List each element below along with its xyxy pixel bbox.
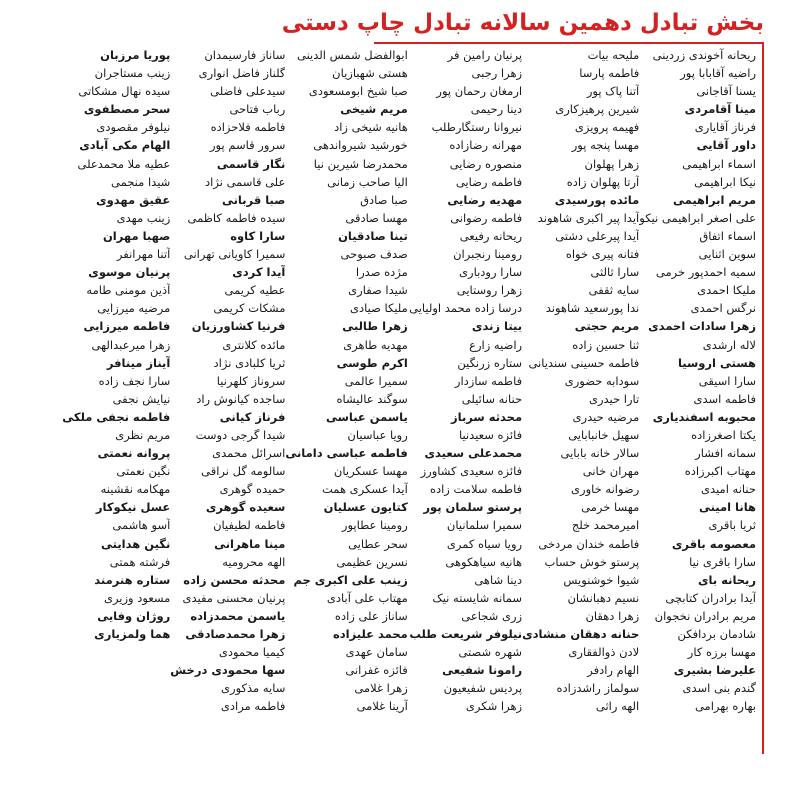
name-entry: مریم ابراهیمی (673, 192, 756, 207)
name-entry: آتنا پاک پور (586, 84, 640, 99)
name-entry: محمدعلی سعیدی (424, 446, 523, 461)
name-column-4 (285, 46, 407, 756)
name-column-1 (639, 46, 756, 756)
name-entry: فاطمه مرادی (220, 699, 286, 714)
name-entry: محبوبه اسفندیاری (652, 409, 756, 424)
name-entry: ارمغان رحمان پور (436, 84, 523, 99)
name-entry: کتایون عسلیان (323, 500, 408, 515)
name-entry: سارا ثالثی (590, 265, 640, 280)
name-entry: نسرین عظیمی (336, 554, 408, 569)
name-entry: یسنا آقاجانی (696, 84, 756, 99)
name-entry: آتنا مهرانفر (116, 247, 171, 262)
name-entry: مهرانه رضازاده (449, 138, 523, 153)
name-entry: هانیه شیخی زاد (334, 120, 408, 135)
name-entry: مریم حجتی (574, 319, 640, 334)
name-entry: مهسا برزه کار (687, 645, 756, 660)
name-entry: اسرائل محمدی (212, 446, 286, 461)
name-entry: فاطمه میرزایی (83, 319, 171, 334)
name-entry: صبا شیخ ابومسعودی (308, 84, 408, 99)
name-entry: نیلوفر شریعت طلب (409, 627, 523, 641)
name-entry: روژان وفایی (97, 608, 171, 623)
name-entry: ملیکا صیادی (349, 301, 408, 316)
name-entry: سیده فاطمه کاظمی (187, 210, 286, 225)
name-entry: فاطمه حسینی سندیانی (528, 355, 640, 370)
name-entry: هستی شهبازیان (332, 66, 408, 81)
name-entry: ریحانه رفیعی (459, 228, 523, 243)
name-entry: حنانه سائیلی (461, 391, 523, 406)
name-entry: مرضیه حیدری (572, 409, 640, 424)
name-entry: زهرا محمدصادقی (185, 627, 286, 641)
name-entry: فائزه غفرانی (345, 663, 408, 678)
name-entry: مرضیه میرزایی (97, 301, 171, 316)
name-entry: مژده صدرا (355, 265, 408, 280)
name-entry: الهام رادفر (587, 663, 640, 678)
name-entry: الهام مکی آبادی (79, 138, 171, 153)
name-entry: منصوره رضایی (449, 156, 523, 171)
name-entry: رویا سیاه کمری (446, 536, 523, 551)
name-entry: سیده نهال مشکاتی (78, 84, 171, 99)
name-entry: شیدا گرجی دوست (195, 427, 286, 442)
name-entry: سارا کاوه (230, 228, 286, 243)
name-entry: هانا امینی (698, 500, 756, 515)
name-entry: فاطمه لطیفیان (213, 518, 286, 533)
name-column-3 (408, 46, 522, 756)
name-entry: سارا رودباری (459, 265, 523, 280)
name-entry: آیدا برادران کتابچی (665, 590, 756, 605)
name-entry: مریم برادران نخجوان (654, 608, 756, 623)
name-entry: سایه ثقفی (588, 283, 640, 298)
name-entry: محدثه محسن زاده (183, 572, 286, 587)
name-entry: سارا باقری نیا (689, 554, 756, 569)
name-entry: مهران خانی (582, 464, 640, 479)
name-entry: علی اصغر ابراهیمی نیکو (639, 210, 756, 225)
name-column-6 (56, 46, 170, 756)
name-entry: ستاره هنرمند (94, 572, 171, 587)
name-entry: هستی اروسیا (677, 355, 756, 370)
name-entry: مهسا صادقی (345, 210, 408, 225)
name-entry: سارا اسیقی (698, 373, 756, 388)
name-entry: ملیحه بیات (587, 48, 640, 62)
name-entry: فائزه سعیدنیا (458, 427, 523, 442)
name-entry: سعیده گوهری (205, 500, 286, 515)
name-entry: تارا حیدری (588, 391, 640, 406)
name-entry: فاطمه رضوانی (450, 210, 523, 225)
name-entry: نرگس احمدی (690, 301, 756, 316)
name-entry: دینا شاهی (474, 572, 523, 587)
name-entry: نسیم دهبانشان (567, 590, 640, 605)
name-entry: آسو هاشمی (112, 518, 171, 533)
name-entry: سمیه احمدپور خرمی (655, 265, 756, 280)
name-entry: ثریا کلبادی نژاد (213, 355, 286, 370)
name-entry: آیدا عسکری همت (322, 482, 408, 497)
name-entry: مائده کلانتری (222, 337, 286, 352)
right-border-line (762, 42, 764, 754)
name-column-5 (170, 46, 285, 756)
name-entry: سمانه شایسته نیک (432, 590, 523, 605)
name-entry: فاطمه اسدی (693, 391, 756, 406)
name-entry: مهسا عسکریان (333, 464, 408, 479)
name-entry: سمانه افشار (695, 446, 756, 461)
name-entry: الهه راثی (595, 699, 640, 714)
name-entry: فرشته همتی (109, 554, 171, 569)
name-entry: شادمان بردافکن (677, 627, 756, 641)
name-entry: راضیه زارع (469, 337, 523, 352)
name-entry: حنانه امیدی (701, 482, 756, 497)
name-entry: سالار خانه بابایی (560, 446, 640, 461)
name-entry: فائزه سعیدی کشاورز (420, 464, 523, 479)
name-entry: سهیل خانبابایی (568, 427, 640, 442)
name-entry: فاطمه فلاحزاده (210, 120, 286, 135)
name-entry: بیتا زندی (471, 319, 523, 334)
name-entry: ستاره زرنگین (457, 355, 523, 370)
name-entry: عطیه ملا محمدعلی (77, 156, 171, 171)
name-entry: فرناز کیانی (219, 409, 286, 424)
name-entry: آذین مومنی طامه (86, 283, 171, 298)
name-entry: صدف صبوحی (340, 247, 408, 262)
name-entry: زهرا روستایی (456, 283, 523, 298)
name-entry: پرنیان محسنی مفیدی (182, 590, 286, 605)
name-entry: الیا صاحب زمانی (327, 174, 408, 189)
name-entry: تینا صادقیان (338, 228, 408, 243)
name-entry: آیدا کردی (232, 265, 286, 280)
name-entry: زهرا غلامی (354, 681, 408, 696)
name-entry: آیدا پیر اکبری شاهوند (537, 210, 640, 225)
name-entry: مهتاب اکبرزاده (684, 464, 756, 479)
name-entry: ابوالفضل شمس الدینی (296, 48, 408, 62)
name-column-2 (522, 46, 639, 756)
name-entry: پرستو سلمان پور (423, 500, 523, 515)
name-entry: بهاره بهرامی (694, 699, 756, 714)
title-underline (374, 42, 764, 44)
name-entry: زهرا رجبی (471, 66, 523, 81)
name-entry: رضوانه خاوری (571, 482, 640, 497)
name-entry: سوین اثنایی (698, 247, 756, 262)
name-entry: آرینا غلامی (356, 699, 408, 714)
name-entry: حنانه دهقان منشادی (522, 627, 640, 641)
name-entry: لادن ذوالفقاری (568, 645, 640, 660)
name-entry: نیکا ابراهیمی (694, 174, 756, 189)
name-entry: سامان عهدی (345, 645, 408, 660)
name-entry: زهرا طالبی (342, 319, 408, 334)
name-entry: پرنیان رامین فر (447, 48, 523, 62)
name-entry: سرور قاسم پور (209, 138, 286, 153)
name-entry: داور آقایی (696, 138, 756, 153)
name-entry: زهرا دهقان (585, 608, 640, 623)
name-entry: سولماز راشدزاده (556, 681, 640, 696)
name-entry: سودابه حضوری (564, 373, 640, 388)
name-entry: عطیه کریمی (224, 283, 286, 298)
name-entry: خورشید شیرواندهی (313, 138, 408, 153)
name-entry: سایه مذکوری (221, 681, 286, 696)
name-entry: نگین نعمتی (116, 464, 171, 479)
name-entry: هانیه سیاهکوهی (445, 554, 523, 569)
name-entry: شیدا صفاری (348, 283, 408, 298)
name-entry: لاله ارشدی (702, 337, 756, 352)
name-entry: هما ولمزیاری (94, 627, 171, 641)
name-entry: مریم نظری (115, 427, 171, 442)
name-entry: زینب مستاجران (94, 66, 171, 81)
name-entry: مهسا پنجه پور (571, 138, 640, 153)
name-entry: شیدا منجمی (111, 174, 171, 189)
page-title: بخش تبادل دهمین سالانه تبادل چاپ دستی (281, 10, 764, 36)
name-entry: سحر عطایی (348, 536, 408, 551)
name-entry: مهدیه طاهری (343, 337, 408, 352)
name-entry: سیدعلی فاضلی (210, 84, 286, 99)
name-entry: آرتا پهلوان زاده (566, 174, 640, 189)
name-entry: اسماء اتفاق (699, 228, 756, 243)
name-entry: پردیس شفیعیون (443, 681, 523, 696)
name-entry: یاسمن عباسی (325, 409, 408, 424)
name-entry: مینا ماهرانی (214, 536, 286, 551)
name-entry: رومینا رنجبران (453, 247, 523, 262)
name-entry: زهرا میرعبدالهی (91, 337, 171, 352)
name-entry: سروناز کلهرنیا (216, 373, 286, 388)
name-entry: مشکات کریمی (213, 301, 286, 316)
name-entry: صهبا مهران (102, 228, 171, 243)
name-entry: گندم بنی اسدی (682, 681, 756, 696)
name-entry: زری شجاعی (461, 608, 523, 623)
name-entry: مریم شیخی (340, 102, 408, 117)
name-entry: زینب مهدی (116, 210, 171, 225)
name-entry: علی قاسمی نژاد (205, 174, 286, 189)
name-entry: پوریا مرزبان (100, 48, 171, 62)
name-entry: زهرا پهلوان (584, 156, 640, 171)
name-entry: حمیده گوهری (219, 482, 286, 497)
name-entry: عسل نیکوکار (95, 500, 171, 515)
name-entry: فاطمه پارسا (579, 66, 640, 81)
name-entry: امیرمحمد خلج (571, 518, 640, 533)
name-entry: درسا زاده محمد اولیایی (409, 301, 523, 316)
name-entry: مهدیه رضایی (447, 192, 523, 207)
name-entry: مهسا خرمی (581, 500, 640, 515)
name-entry: صبا قربانی (221, 192, 286, 207)
name-entry: الهه محرومیه (222, 554, 286, 569)
name-entry: رباب فتاحی (229, 102, 286, 117)
name-entry: مسعود وزیری (103, 590, 171, 605)
name-entry: فرناز آقایاری (694, 120, 756, 135)
name-entry: سوگند عالیشاه (336, 391, 408, 406)
name-entry: سمیرا سلمانیان (446, 518, 523, 533)
name-entry: پرستو خوش حساب (544, 554, 640, 569)
name-entry: سمیرا کاویانی تهرانی (183, 247, 286, 262)
name-entry: رامونا شفیعی (442, 663, 523, 678)
name-entry: شیرین پرهیزکاری (555, 102, 640, 117)
name-entry: یکتا اصغرزاده (691, 427, 756, 442)
name-entry: نیروانا رستگارطلب (431, 120, 523, 135)
name-entry: زهرا شکری (465, 699, 523, 714)
name-entry: گلناز فاضل انواری (198, 66, 286, 81)
name-entry: محمدرضا شیرین نیا (313, 156, 408, 171)
name-entry: محدثه سرباز (451, 409, 523, 424)
name-entry: سحر مصطفوی (83, 102, 171, 117)
name-entry: فاطمه نجفی ملکی (62, 409, 171, 424)
name-entry: پرنیان موسوی (88, 265, 171, 280)
name-entry: شهره شصتی (458, 645, 523, 660)
name-entry: ثریا باقری (708, 518, 756, 533)
name-entry: رومینا عطاپور (341, 518, 408, 533)
name-entry: زهرا سادات احمدی (648, 319, 756, 334)
name-entry: آیناز مینافر (106, 355, 171, 370)
name-entry: سارا نجف زاده (98, 373, 171, 388)
name-entry: فاطمه سلامت زاده (429, 482, 523, 497)
name-entry: اسماء ابراهیمی (682, 156, 756, 171)
name-entry: شیوا خوشنویس (563, 572, 640, 587)
name-entry: مهتاب علی آبادی (326, 590, 408, 605)
name-entry: محمد علیزاده (332, 627, 408, 641)
name-entry: یاسمن محمدزاده (190, 608, 286, 623)
name-entry: نگار قاسمی (216, 156, 286, 171)
name-entry: فاطمه سازدار (454, 373, 523, 388)
name-entry: فاطمه خندان مردخی (538, 536, 640, 551)
name-entry: نگین هدایتی (101, 536, 171, 551)
name-entry: ریحانه بای (697, 572, 756, 587)
name-entry: سها محمودی درخش (170, 663, 286, 678)
name-entry: ملیکا احمدی (697, 283, 756, 298)
name-entry: اکرم طوسی (336, 355, 408, 370)
name-entry: عقیق مهدوی (96, 192, 171, 207)
name-entry: معصومه باقری (671, 536, 756, 551)
name-entry: کیمیا محمودی (218, 645, 286, 660)
name-entry: نیایش نجفی (112, 391, 171, 406)
name-entry: ثنا حسین زاده (572, 337, 640, 352)
name-entry: ریحانه آخوندی زردینی (652, 48, 756, 62)
name-entry: پروانه نعمتی (97, 446, 171, 461)
name-entry: دینا رحیمی (470, 102, 523, 117)
name-columns (56, 46, 756, 756)
name-entry: ندا پورسعید شاهوند (545, 301, 640, 316)
name-entry: آیدا پیرعلی دشتی (555, 228, 640, 243)
name-entry: مهکامه نقشینه (100, 482, 171, 497)
name-entry: صبا صادق (360, 192, 408, 207)
name-entry: ساناز علی زاده (334, 608, 408, 623)
name-entry: مینا آقامردی (684, 102, 756, 117)
name-entry: نیلوفر مقصودی (96, 120, 171, 135)
name-entry: فاطمه عباسی دامانی (285, 446, 408, 461)
name-entry: راضیه آقابابا پور (680, 66, 756, 81)
name-entry: علیرضا بشیری (673, 663, 756, 678)
name-entry: سالومه گل نراقی (201, 464, 286, 479)
name-entry: مائده پورسیدی (554, 192, 640, 207)
name-entry: فتانه پیری خواه (565, 247, 640, 262)
name-entry: ساجده کیانوش راد (196, 391, 286, 406)
name-entry: فاطمه رضایی (455, 174, 523, 189)
name-entry: فرنیا کشاورزیان (191, 319, 286, 334)
name-entry: سمیرا عالمی (344, 373, 408, 388)
name-entry: ساناز فارسیمدان (204, 48, 286, 62)
name-entry: فهیمه پرویزی (574, 120, 640, 135)
name-entry: زینب علی اکبری جم (293, 572, 408, 587)
name-entry: رویا عباسیان (347, 427, 408, 442)
